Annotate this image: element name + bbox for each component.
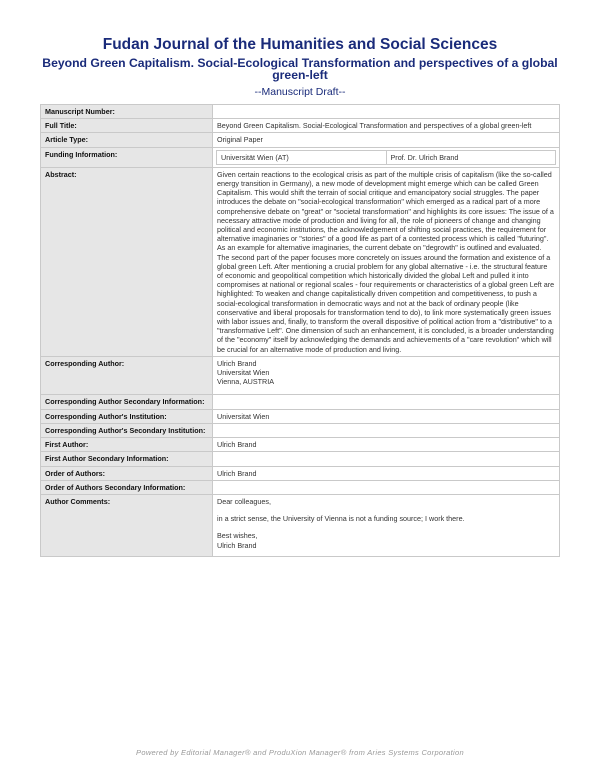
corr-author-affiliation: Universitat Wien [217, 368, 270, 378]
value-corr-secondary [213, 395, 560, 409]
value-first-author-secondary [213, 452, 560, 466]
journal-name: Fudan Journal of the Humanities and Social Sciences [102, 36, 498, 53]
row-corr-secondary-institution [41, 423, 560, 437]
award-recipient: Prof. Dr. Ulrich Brand [386, 150, 556, 164]
row-order-secondary [41, 480, 560, 494]
label-manuscript-number: Manuscript Number: [41, 105, 213, 119]
row-first-author-secondary [41, 452, 560, 466]
row-author-comments [41, 494, 560, 556]
manuscript-info-table [40, 104, 560, 557]
label-corr-institution: Corresponding Author's Institution: [41, 409, 213, 423]
row-first-author [41, 438, 560, 452]
row-order-of-authors [41, 466, 560, 480]
row-article-type [41, 133, 560, 147]
comment-greeting: Dear colleagues, [217, 496, 271, 506]
corr-author-location: Vienna, AUSTRIA [217, 377, 274, 387]
manuscript-title: Beyond Green Capitalism. Social-Ecological Transformation and perspectives of a global green-left [42, 56, 558, 82]
row-manuscript-number [41, 105, 560, 119]
value-funding [213, 147, 560, 167]
footer-credit: Powered by Editorial Manager® and ProduXion Manager® from Aries Systems Corporation [136, 748, 464, 757]
corr-author-name: Ulrich Brand [217, 358, 257, 368]
label-order-of-authors: Order of Authors: [41, 466, 213, 480]
row-corr-institution [41, 409, 560, 423]
value-full-title: Beyond Green Capitalism. Social-Ecological Transformation and perspectives of a global green-left [213, 119, 560, 133]
row-corr-secondary [41, 395, 560, 409]
label-article-type: Article Type: [41, 133, 213, 147]
value-article-type: Original Paper [213, 133, 560, 147]
draft-label: --Manuscript Draft-- [254, 86, 346, 98]
value-corr-institution: Universitat Wien [213, 409, 560, 423]
comment-closing: Best wishes, [217, 531, 258, 541]
value-order-secondary [213, 480, 560, 494]
label-abstract: Abstract: [41, 167, 213, 356]
value-author-comments [213, 494, 560, 556]
value-corr-secondary-institution [213, 423, 560, 437]
value-manuscript-number [213, 105, 560, 119]
label-corresponding-author: Corresponding Author: [41, 356, 213, 395]
label-author-comments: Author Comments: [41, 494, 213, 556]
row-abstract [41, 167, 560, 356]
row-funding [41, 147, 560, 167]
funding-table [216, 150, 556, 165]
label-corr-secondary-institution: Corresponding Author's Secondary Institution: [41, 423, 213, 437]
funder-name: Universität Wien (AT) [217, 150, 387, 164]
row-full-title [41, 119, 560, 133]
value-corresponding-author [213, 356, 560, 395]
value-order-of-authors: Ulrich Brand [213, 466, 560, 480]
label-order-secondary: Order of Authors Secondary Information: [41, 480, 213, 494]
comment-signature: Ulrich Brand [217, 540, 257, 550]
comment-body: in a strict sense, the University of Vienna is not a funding source; I work there. [217, 514, 465, 524]
label-first-author-secondary: First Author Secondary Information: [41, 452, 213, 466]
label-funding: Funding Information: [41, 147, 213, 167]
label-full-title: Full Title: [41, 119, 213, 133]
label-corr-secondary: Corresponding Author Secondary Information: [41, 395, 213, 409]
value-first-author: Ulrich Brand [213, 438, 560, 452]
value-abstract: Given certain reactions to the ecological crisis as part of the multiple crisis of capitalism (like the so-called energy transition in Germany), a new mode of development might emerge which can be called Green Capitalism. This would shift the terrain of social critique and emancipatory social struggles. The paper introduces the debate on "social-ecological transformation" which emerged as a radical part of a more comprehensive debate on "great" or "societal transformation" and highlights its core issues: The issue of a necessary attractive mode of production and living for all, the role of pioneers of change and changing political and economic institutions, the acknowledgement of shifting social practices, the requirement for alternative imaginaries or "stories" of a good life as part of a contested process which is called "futuring". As an example for alternative imaginaries, the current debate on "degrowth" is outlined and evaluated. The second part of the paper focuses more concretely on issues around the formation and existence of a global green Left. After mentioning a crucial problem for any global alternative - i.e. the structural feature of economic and geopolitical competition which historically divided the global Left and pulled it into compromises at national or regional scales - four requirements or characteristics of a global green Left are highlighted: To weaken and change capitalistically driven competition and competitiveness, to push a social-ecological transformation in democratic ways and not at the back of ordinary people (like conservative and liberal proposals for transformation tend to do), to link more systematically green issues with labor issues and, finally, to transform the overall dispositive of political action from a "distributive" to a "transformative Left". One dimension of such an enhancement, it is concluded, is a broader understanding of the "economy" itself by acknowledging the demands and achievements of a "care revolution" which will be crucial for an alternative mode of production and living. [213, 167, 560, 356]
row-corresponding-author [41, 356, 560, 395]
label-first-author: First Author: [41, 438, 213, 452]
